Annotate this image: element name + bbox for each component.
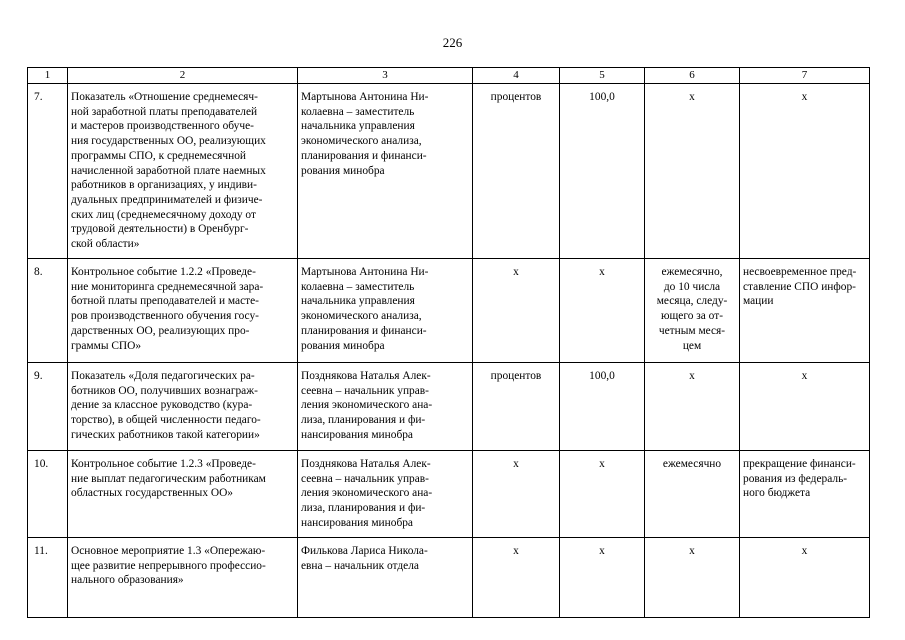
table-row bbox=[28, 451, 870, 538]
risk-text: х bbox=[801, 545, 808, 557]
period-text: х bbox=[689, 545, 695, 557]
table-row bbox=[28, 84, 870, 259]
header-row bbox=[28, 68, 870, 84]
indicator-text: Контрольное событие 1.2.3 «Проведе- ние выплат педагогическим работникам областных государственных ОО» bbox=[71, 458, 266, 500]
unit-cell: х bbox=[473, 538, 560, 618]
unit-cell: процентов bbox=[473, 363, 560, 451]
indicator-text: Основное мероприятие 1.3 «Опережаю- щее развитие непрерывного профессио- нального образования» bbox=[71, 545, 266, 587]
value-cell: 100,0 bbox=[560, 363, 645, 451]
period-text: х bbox=[689, 91, 695, 103]
table-row bbox=[28, 259, 870, 363]
risk-text: х bbox=[801, 370, 808, 382]
value-cell: х bbox=[560, 259, 645, 363]
risk-cell bbox=[740, 451, 870, 538]
risk-cell bbox=[740, 538, 870, 618]
unit-cell: х bbox=[473, 259, 560, 363]
row-number: 7. bbox=[28, 84, 68, 259]
header-cell: 5 bbox=[560, 68, 645, 84]
row-number: 8. bbox=[28, 259, 68, 363]
responsible-cell bbox=[298, 84, 473, 259]
responsible-text: Филькова Лариса Никола- евна – начальник отдела bbox=[301, 545, 428, 572]
row-number: 9. bbox=[28, 363, 68, 451]
responsible-cell bbox=[298, 538, 473, 618]
period-cell bbox=[645, 259, 740, 363]
responsible-cell bbox=[298, 259, 473, 363]
header-cell: 1 bbox=[28, 68, 68, 84]
value-cell: 100,0 bbox=[560, 84, 645, 259]
risk-cell bbox=[740, 363, 870, 451]
unit-cell: процентов bbox=[473, 84, 560, 259]
value-cell: х bbox=[560, 538, 645, 618]
indicator-cell bbox=[68, 451, 298, 538]
header-cell: 7 bbox=[740, 68, 870, 84]
period-cell bbox=[645, 84, 740, 259]
responsible-cell bbox=[298, 451, 473, 538]
risk-text: прекращение финанси- рования из федераль- ного бюджета bbox=[743, 458, 856, 500]
indicator-text: Показатель «Отношение среднемесяч- ной заработной платы преподавателей и мастеров производственного обуче- ния государственных ОО, реализующих программы СПО, к среднемесячной начисленной заработной плате наемных работников в организациях, у индиви- дуальных предпринимателей и физиче- ских лиц (среднемесячному доходу от трудовой деятельности) в Оренбург- ской области» bbox=[71, 91, 266, 251]
indicator-cell bbox=[68, 259, 298, 363]
header-cell: 2 bbox=[68, 68, 298, 84]
indicator-cell bbox=[68, 84, 298, 259]
risk-cell bbox=[740, 259, 870, 363]
value-cell: х bbox=[560, 451, 645, 538]
unit-cell: х bbox=[473, 451, 560, 538]
header-cell: 4 bbox=[473, 68, 560, 84]
responsible-text: Позднякова Наталья Алек- сеевна – начальник управ- ления экономического ана- лиза, планирования и фи- нансирования минобра bbox=[301, 370, 433, 441]
row-number: 10. bbox=[28, 451, 68, 538]
period-text: ежемесячно bbox=[662, 458, 722, 470]
indicator-text: Показатель «Доля педагогических ра- ботников ОО, получивших вознаграж- дение за классное руководство (кура- торство), в общей численности педаго- гических работников такой категории» bbox=[71, 370, 261, 441]
row-number: 11. bbox=[28, 538, 68, 618]
plan-table bbox=[27, 67, 870, 618]
header-cell: 3 bbox=[298, 68, 473, 84]
responsible-cell bbox=[298, 363, 473, 451]
table-row bbox=[28, 363, 870, 451]
period-cell bbox=[645, 538, 740, 618]
period-cell bbox=[645, 451, 740, 538]
period-text: ежемесячно, до 10 числа месяца, следу- ющего за от- четным меся- цем bbox=[656, 266, 728, 352]
responsible-text: Мартынова Антонина Ни- колаевна – заместитель начальника управления экономического анализа, планирования и финанси- рования минобра bbox=[301, 266, 429, 352]
indicator-cell bbox=[68, 363, 298, 451]
indicator-cell bbox=[68, 538, 298, 618]
responsible-text: Позднякова Наталья Алек- сеевна – начальник управ- ления экономического ана- лиза, планирования и фи- нансирования минобра bbox=[301, 458, 433, 529]
risk-text: х bbox=[801, 91, 808, 103]
period-text: х bbox=[689, 370, 695, 382]
page-number: 226 bbox=[442, 35, 463, 50]
responsible-text: Мартынова Антонина Ни- колаевна – заместитель начальника управления экономического анализа, планирования и финанси- рования минобра bbox=[301, 91, 429, 177]
table-row bbox=[28, 538, 870, 618]
header-cell: 6 bbox=[645, 68, 740, 84]
period-cell bbox=[645, 363, 740, 451]
indicator-text: Контрольное событие 1.2.2 «Проведе- ние мониторинга среднемесячной зара- ботной платы преподавателей и масте- ров производственного обучения госу- дарственных ОО, реализующих про- граммы СПО» bbox=[71, 266, 264, 352]
risk-cell bbox=[740, 84, 870, 259]
risk-text: несвоевременное пред- ставление СПО инфор- мации bbox=[743, 266, 857, 308]
